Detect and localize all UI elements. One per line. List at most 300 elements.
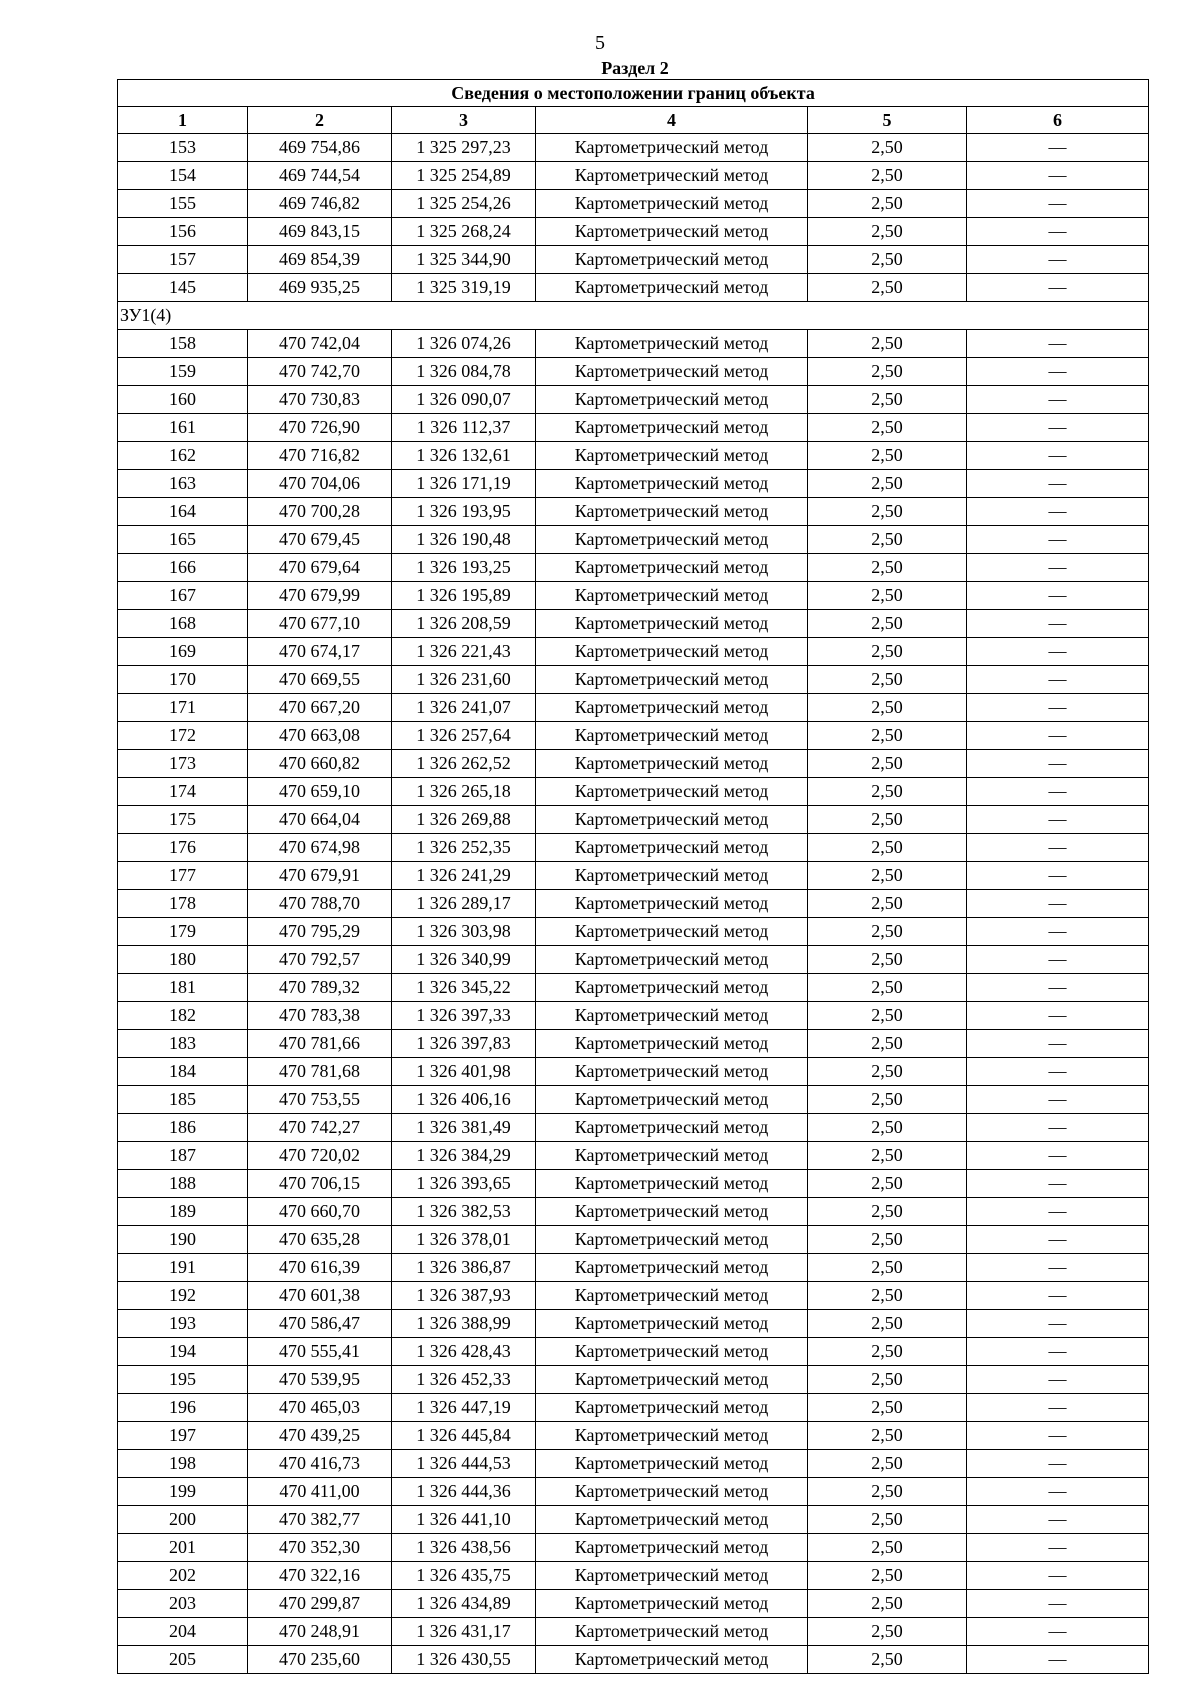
accuracy-cell: 2,50 [808, 1114, 967, 1142]
column-number: 3 [392, 107, 536, 134]
table-row [118, 974, 1149, 1002]
description-cell: — [967, 442, 1149, 470]
table-row [118, 1170, 1149, 1198]
method-cell: Картометрический метод [536, 918, 808, 946]
accuracy-cell: 2,50 [808, 218, 967, 246]
accuracy-cell: 2,50 [808, 330, 967, 358]
method-cell: Картометрический метод [536, 470, 808, 498]
method-cell: Картометрический метод [536, 498, 808, 526]
x-coordinate-cell: 470 416,73 [248, 1450, 392, 1478]
x-coordinate-cell: 470 465,03 [248, 1394, 392, 1422]
description-cell: — [967, 582, 1149, 610]
table-row [118, 638, 1149, 666]
accuracy-cell: 2,50 [808, 470, 967, 498]
group-row [118, 302, 1149, 330]
y-coordinate-cell: 1 326 112,37 [392, 414, 536, 442]
description-cell: — [967, 638, 1149, 666]
method-cell: Картометрический метод [536, 806, 808, 834]
point-number-cell: 197 [118, 1422, 248, 1450]
x-coordinate-cell: 470 635,28 [248, 1226, 392, 1254]
x-coordinate-cell: 470 601,38 [248, 1282, 392, 1310]
accuracy-cell: 2,50 [808, 1394, 967, 1422]
y-coordinate-cell: 1 326 241,07 [392, 694, 536, 722]
point-number-cell: 172 [118, 722, 248, 750]
x-coordinate-cell: 470 235,60 [248, 1646, 392, 1674]
x-coordinate-cell: 469 746,82 [248, 190, 392, 218]
table-row [118, 414, 1149, 442]
y-coordinate-cell: 1 326 252,35 [392, 834, 536, 862]
accuracy-cell: 2,50 [808, 442, 967, 470]
point-number-cell: 182 [118, 1002, 248, 1030]
accuracy-cell: 2,50 [808, 638, 967, 666]
x-coordinate-cell: 470 299,87 [248, 1590, 392, 1618]
description-cell: — [967, 750, 1149, 778]
x-coordinate-cell: 470 792,57 [248, 946, 392, 974]
point-number-cell: 171 [118, 694, 248, 722]
method-cell: Картометрический метод [536, 1618, 808, 1646]
x-coordinate-cell: 470 726,90 [248, 414, 392, 442]
accuracy-cell: 2,50 [808, 1170, 967, 1198]
accuracy-cell: 2,50 [808, 946, 967, 974]
point-number-cell: 200 [118, 1506, 248, 1534]
method-cell: Картометрический метод [536, 1170, 808, 1198]
table-row [118, 554, 1149, 582]
table-body-after [118, 330, 1149, 1674]
accuracy-cell: 2,50 [808, 610, 967, 638]
accuracy-cell: 2,50 [808, 274, 967, 302]
table-row [118, 1058, 1149, 1086]
method-cell: Картометрический метод [536, 190, 808, 218]
description-cell: — [967, 1534, 1149, 1562]
y-coordinate-cell: 1 326 208,59 [392, 610, 536, 638]
accuracy-cell: 2,50 [808, 694, 967, 722]
description-cell: — [967, 1282, 1149, 1310]
y-coordinate-cell: 1 326 430,55 [392, 1646, 536, 1674]
point-number-cell: 193 [118, 1310, 248, 1338]
y-coordinate-cell: 1 326 190,48 [392, 526, 536, 554]
point-number-cell: 174 [118, 778, 248, 806]
x-coordinate-cell: 470 742,04 [248, 330, 392, 358]
point-number-cell: 168 [118, 610, 248, 638]
y-coordinate-cell: 1 326 387,93 [392, 1282, 536, 1310]
y-coordinate-cell: 1 326 262,52 [392, 750, 536, 778]
description-cell: — [967, 1254, 1149, 1282]
accuracy-cell: 2,50 [808, 1338, 967, 1366]
method-cell: Картометрический метод [536, 722, 808, 750]
point-number-cell: 161 [118, 414, 248, 442]
description-cell: — [967, 1002, 1149, 1030]
description-cell: — [967, 554, 1149, 582]
table-row [118, 1282, 1149, 1310]
method-cell: Картометрический метод [536, 1506, 808, 1534]
x-coordinate-cell: 470 781,68 [248, 1058, 392, 1086]
table-row [118, 442, 1149, 470]
y-coordinate-cell: 1 325 254,89 [392, 162, 536, 190]
table-row [118, 1310, 1149, 1338]
boundary-coordinates-table [117, 79, 1149, 1674]
table-row [118, 218, 1149, 246]
x-coordinate-cell: 470 555,41 [248, 1338, 392, 1366]
method-cell: Картометрический метод [536, 834, 808, 862]
accuracy-cell: 2,50 [808, 918, 967, 946]
column-number: 2 [248, 107, 392, 134]
table-row [118, 778, 1149, 806]
description-cell: — [967, 610, 1149, 638]
accuracy-cell: 2,50 [808, 358, 967, 386]
point-number-cell: 179 [118, 918, 248, 946]
x-coordinate-cell: 470 586,47 [248, 1310, 392, 1338]
y-coordinate-cell: 1 326 257,64 [392, 722, 536, 750]
accuracy-cell: 2,50 [808, 1142, 967, 1170]
y-coordinate-cell: 1 326 444,36 [392, 1478, 536, 1506]
accuracy-cell: 2,50 [808, 1030, 967, 1058]
accuracy-cell: 2,50 [808, 1254, 967, 1282]
point-number-cell: 169 [118, 638, 248, 666]
column-number: 6 [967, 107, 1149, 134]
column-number-row [118, 107, 1149, 134]
x-coordinate-cell: 470 248,91 [248, 1618, 392, 1646]
description-cell: — [967, 1114, 1149, 1142]
table-row [118, 666, 1149, 694]
y-coordinate-cell: 1 326 406,16 [392, 1086, 536, 1114]
description-cell: — [967, 946, 1149, 974]
accuracy-cell: 2,50 [808, 582, 967, 610]
accuracy-cell: 2,50 [808, 890, 967, 918]
method-cell: Картометрический метод [536, 414, 808, 442]
method-cell: Картометрический метод [536, 1058, 808, 1086]
description-cell: — [967, 1142, 1149, 1170]
point-number-cell: 202 [118, 1562, 248, 1590]
method-cell: Картометрический метод [536, 442, 808, 470]
x-coordinate-cell: 470 677,10 [248, 610, 392, 638]
y-coordinate-cell: 1 326 090,07 [392, 386, 536, 414]
accuracy-cell: 2,50 [808, 1002, 967, 1030]
table-row [118, 610, 1149, 638]
y-coordinate-cell: 1 326 241,29 [392, 862, 536, 890]
point-number-cell: 204 [118, 1618, 248, 1646]
description-cell: — [967, 330, 1149, 358]
method-cell: Картометрический метод [536, 1534, 808, 1562]
table-row [118, 190, 1149, 218]
point-number-cell: 160 [118, 386, 248, 414]
method-cell: Картометрический метод [536, 358, 808, 386]
method-cell: Картометрический метод [536, 1114, 808, 1142]
accuracy-cell: 2,50 [808, 498, 967, 526]
method-cell: Картометрический метод [536, 974, 808, 1002]
accuracy-cell: 2,50 [808, 974, 967, 1002]
section-title: Раздел 2 [601, 58, 669, 78]
description-cell: — [967, 1422, 1149, 1450]
point-number-cell: 156 [118, 218, 248, 246]
description-cell: — [967, 694, 1149, 722]
point-number-cell: 166 [118, 554, 248, 582]
accuracy-cell: 2,50 [808, 1422, 967, 1450]
accuracy-cell: 2,50 [808, 722, 967, 750]
x-coordinate-cell: 470 795,29 [248, 918, 392, 946]
x-coordinate-cell: 469 843,15 [248, 218, 392, 246]
method-cell: Картометрический метод [536, 666, 808, 694]
y-coordinate-cell: 1 325 319,19 [392, 274, 536, 302]
accuracy-cell: 2,50 [808, 1646, 967, 1674]
y-coordinate-cell: 1 326 401,98 [392, 1058, 536, 1086]
description-cell: — [967, 1590, 1149, 1618]
point-number-cell: 194 [118, 1338, 248, 1366]
y-coordinate-cell: 1 325 344,90 [392, 246, 536, 274]
method-cell: Картометрический метод [536, 218, 808, 246]
y-coordinate-cell: 1 326 269,88 [392, 806, 536, 834]
point-number-cell: 153 [118, 134, 248, 162]
point-number-cell: 162 [118, 442, 248, 470]
point-number-cell: 192 [118, 1282, 248, 1310]
point-number-cell: 177 [118, 862, 248, 890]
y-coordinate-cell: 1 326 441,10 [392, 1506, 536, 1534]
y-coordinate-cell: 1 326 438,56 [392, 1534, 536, 1562]
table-row [118, 162, 1149, 190]
table-row [118, 1338, 1149, 1366]
x-coordinate-cell: 470 781,66 [248, 1030, 392, 1058]
point-number-cell: 191 [118, 1254, 248, 1282]
point-number-cell: 199 [118, 1478, 248, 1506]
table-row [118, 1198, 1149, 1226]
table-row [118, 1590, 1149, 1618]
method-cell: Картометрический метод [536, 526, 808, 554]
accuracy-cell: 2,50 [808, 1590, 967, 1618]
table-row [118, 862, 1149, 890]
point-number-cell: 170 [118, 666, 248, 694]
accuracy-cell: 2,50 [808, 862, 967, 890]
accuracy-cell: 2,50 [808, 806, 967, 834]
method-cell: Картометрический метод [536, 1226, 808, 1254]
point-number-cell: 190 [118, 1226, 248, 1254]
y-coordinate-cell: 1 325 297,23 [392, 134, 536, 162]
description-cell: — [967, 1226, 1149, 1254]
method-cell: Картометрический метод [536, 862, 808, 890]
x-coordinate-cell: 470 539,95 [248, 1366, 392, 1394]
x-coordinate-cell: 470 679,45 [248, 526, 392, 554]
table-row [118, 1618, 1149, 1646]
method-cell: Картометрический метод [536, 1450, 808, 1478]
description-cell: — [967, 470, 1149, 498]
x-coordinate-cell: 470 742,27 [248, 1114, 392, 1142]
accuracy-cell: 2,50 [808, 1086, 967, 1114]
column-number: 1 [118, 107, 248, 134]
description-cell: — [967, 806, 1149, 834]
table-row [118, 806, 1149, 834]
method-cell: Картометрический метод [536, 638, 808, 666]
accuracy-cell: 2,50 [808, 162, 967, 190]
table-row [118, 1002, 1149, 1030]
point-number-cell: 184 [118, 1058, 248, 1086]
accuracy-cell: 2,50 [808, 1226, 967, 1254]
description-cell: — [967, 666, 1149, 694]
x-coordinate-cell: 470 439,25 [248, 1422, 392, 1450]
description-cell: — [967, 358, 1149, 386]
method-cell: Картометрический метод [536, 246, 808, 274]
description-cell: — [967, 1478, 1149, 1506]
x-coordinate-cell: 470 667,20 [248, 694, 392, 722]
y-coordinate-cell: 1 326 132,61 [392, 442, 536, 470]
x-coordinate-cell: 470 700,28 [248, 498, 392, 526]
point-number-cell: 195 [118, 1366, 248, 1394]
page-number: 5 [595, 32, 605, 54]
x-coordinate-cell: 470 411,00 [248, 1478, 392, 1506]
table-row [118, 1226, 1149, 1254]
method-cell: Картометрический метод [536, 694, 808, 722]
method-cell: Картометрический метод [536, 274, 808, 302]
point-number-cell: 175 [118, 806, 248, 834]
accuracy-cell: 2,50 [808, 834, 967, 862]
description-cell: — [967, 1450, 1149, 1478]
point-number-cell: 180 [118, 946, 248, 974]
description-cell: — [967, 1394, 1149, 1422]
x-coordinate-cell: 470 783,38 [248, 1002, 392, 1030]
y-coordinate-cell: 1 326 397,83 [392, 1030, 536, 1058]
accuracy-cell: 2,50 [808, 666, 967, 694]
accuracy-cell: 2,50 [808, 1618, 967, 1646]
column-number: 4 [536, 107, 808, 134]
description-cell: — [967, 1310, 1149, 1338]
y-coordinate-cell: 1 326 388,99 [392, 1310, 536, 1338]
description-cell: — [967, 918, 1149, 946]
y-coordinate-cell: 1 326 435,75 [392, 1562, 536, 1590]
accuracy-cell: 2,50 [808, 414, 967, 442]
y-coordinate-cell: 1 326 171,19 [392, 470, 536, 498]
method-cell: Картометрический метод [536, 1590, 808, 1618]
table-row [118, 1030, 1149, 1058]
x-coordinate-cell: 470 720,02 [248, 1142, 392, 1170]
column-number: 5 [808, 107, 967, 134]
table-body-before [118, 134, 1149, 302]
point-number-cell: 173 [118, 750, 248, 778]
accuracy-cell: 2,50 [808, 1534, 967, 1562]
x-coordinate-cell: 470 664,04 [248, 806, 392, 834]
description-cell: — [967, 386, 1149, 414]
x-coordinate-cell: 470 352,30 [248, 1534, 392, 1562]
y-coordinate-cell: 1 325 268,24 [392, 218, 536, 246]
point-number-cell: 165 [118, 526, 248, 554]
method-cell: Картометрический метод [536, 1198, 808, 1226]
y-coordinate-cell: 1 326 195,89 [392, 582, 536, 610]
description-cell: — [967, 722, 1149, 750]
accuracy-cell: 2,50 [808, 1282, 967, 1310]
method-cell: Картометрический метод [536, 1478, 808, 1506]
x-coordinate-cell: 470 322,16 [248, 1562, 392, 1590]
accuracy-cell: 2,50 [808, 134, 967, 162]
table-row [118, 694, 1149, 722]
accuracy-cell: 2,50 [808, 1506, 967, 1534]
x-coordinate-cell: 469 935,25 [248, 274, 392, 302]
x-coordinate-cell: 470 679,64 [248, 554, 392, 582]
y-coordinate-cell: 1 326 231,60 [392, 666, 536, 694]
method-cell: Картометрический метод [536, 162, 808, 190]
x-coordinate-cell: 470 753,55 [248, 1086, 392, 1114]
point-number-cell: 163 [118, 470, 248, 498]
group-label: ЗУ1(4) [118, 302, 1149, 330]
accuracy-cell: 2,50 [808, 246, 967, 274]
method-cell: Картометрический метод [536, 946, 808, 974]
x-coordinate-cell: 470 616,39 [248, 1254, 392, 1282]
description-cell: — [967, 246, 1149, 274]
y-coordinate-cell: 1 326 221,43 [392, 638, 536, 666]
table-row [118, 1646, 1149, 1674]
y-coordinate-cell: 1 326 193,95 [392, 498, 536, 526]
description-cell: — [967, 834, 1149, 862]
y-coordinate-cell: 1 326 378,01 [392, 1226, 536, 1254]
description-cell: — [967, 1338, 1149, 1366]
table-row [118, 498, 1149, 526]
table-row [118, 834, 1149, 862]
x-coordinate-cell: 470 382,77 [248, 1506, 392, 1534]
point-number-cell: 205 [118, 1646, 248, 1674]
y-coordinate-cell: 1 326 393,65 [392, 1170, 536, 1198]
description-cell: — [967, 1058, 1149, 1086]
method-cell: Картометрический метод [536, 1086, 808, 1114]
method-cell: Картометрический метод [536, 1422, 808, 1450]
y-coordinate-cell: 1 326 084,78 [392, 358, 536, 386]
x-coordinate-cell: 470 663,08 [248, 722, 392, 750]
y-coordinate-cell: 1 326 431,17 [392, 1618, 536, 1646]
description-cell: — [967, 498, 1149, 526]
table-row [118, 1478, 1149, 1506]
x-coordinate-cell: 470 788,70 [248, 890, 392, 918]
x-coordinate-cell: 470 679,91 [248, 862, 392, 890]
method-cell: Картометрический метод [536, 1002, 808, 1030]
y-coordinate-cell: 1 326 444,53 [392, 1450, 536, 1478]
description-cell: — [967, 162, 1149, 190]
accuracy-cell: 2,50 [808, 1198, 967, 1226]
table-row [118, 134, 1149, 162]
table-row [118, 1562, 1149, 1590]
point-number-cell: 198 [118, 1450, 248, 1478]
x-coordinate-cell: 470 674,17 [248, 638, 392, 666]
description-cell: — [967, 1198, 1149, 1226]
description-cell: — [967, 974, 1149, 1002]
y-coordinate-cell: 1 326 452,33 [392, 1366, 536, 1394]
point-number-cell: 185 [118, 1086, 248, 1114]
method-cell: Картометрический метод [536, 778, 808, 806]
point-number-cell: 203 [118, 1590, 248, 1618]
table-row [118, 582, 1149, 610]
y-coordinate-cell: 1 326 265,18 [392, 778, 536, 806]
x-coordinate-cell: 469 744,54 [248, 162, 392, 190]
table-row [118, 722, 1149, 750]
point-number-cell: 145 [118, 274, 248, 302]
point-number-cell: 189 [118, 1198, 248, 1226]
method-cell: Картометрический метод [536, 1142, 808, 1170]
description-cell: — [967, 890, 1149, 918]
table-row [118, 1506, 1149, 1534]
point-number-cell: 155 [118, 190, 248, 218]
table-row [118, 1422, 1149, 1450]
y-coordinate-cell: 1 326 434,89 [392, 1590, 536, 1618]
description-cell: — [967, 1170, 1149, 1198]
x-coordinate-cell: 470 730,83 [248, 386, 392, 414]
description-cell: — [967, 1506, 1149, 1534]
table-row [118, 1086, 1149, 1114]
point-number-cell: 196 [118, 1394, 248, 1422]
x-coordinate-cell: 470 716,82 [248, 442, 392, 470]
table-caption: Сведения о местоположении границ объекта [118, 80, 1149, 107]
accuracy-cell: 2,50 [808, 1450, 967, 1478]
y-coordinate-cell: 1 326 386,87 [392, 1254, 536, 1282]
description-cell: — [967, 1562, 1149, 1590]
table-row [118, 1254, 1149, 1282]
point-number-cell: 164 [118, 498, 248, 526]
method-cell: Картометрический метод [536, 750, 808, 778]
method-cell: Картометрический метод [536, 386, 808, 414]
y-coordinate-cell: 1 326 447,19 [392, 1394, 536, 1422]
table-row [118, 274, 1149, 302]
